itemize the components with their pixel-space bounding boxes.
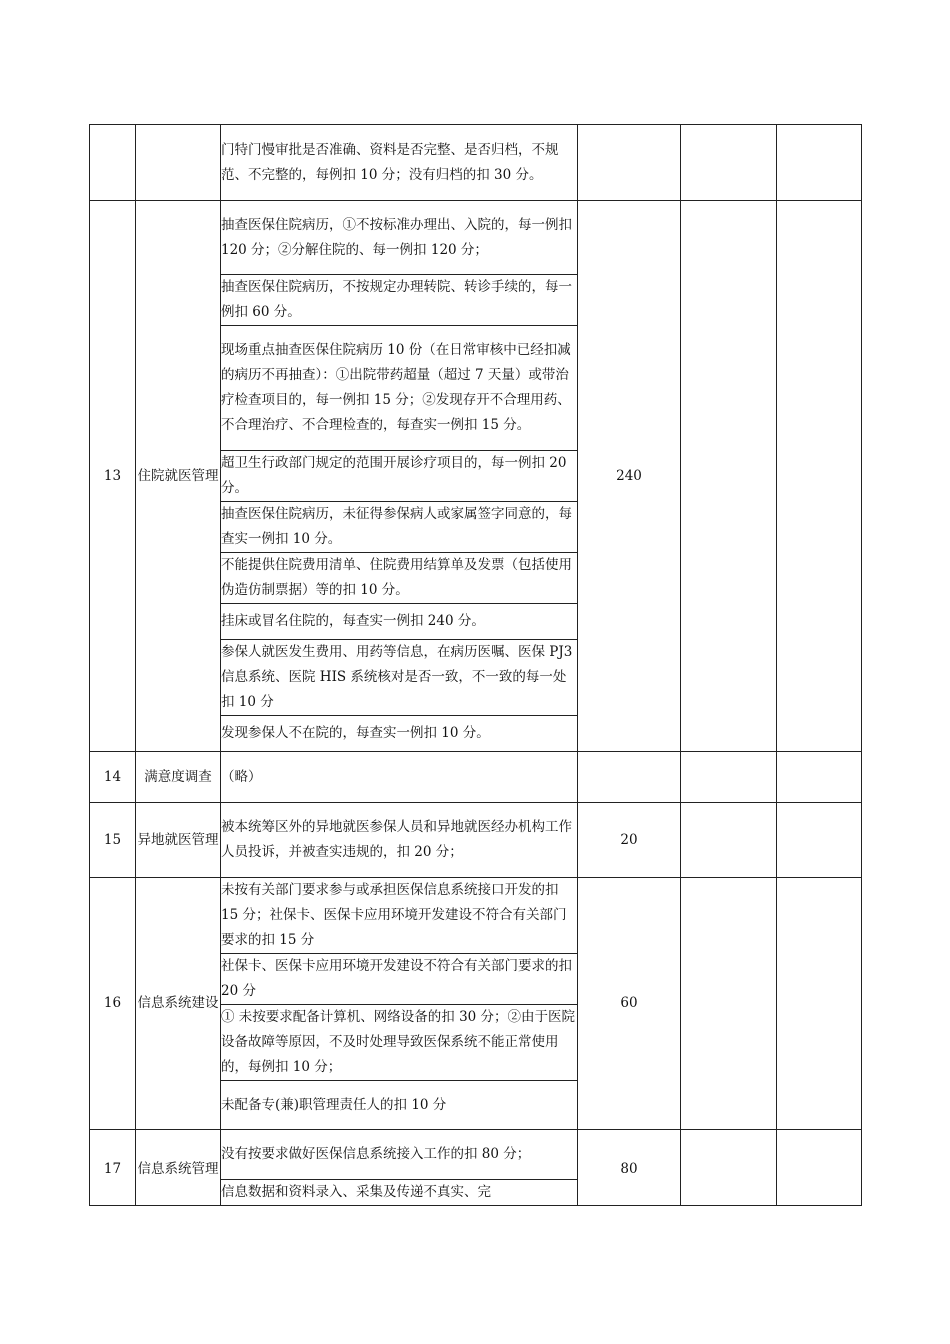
- row-score: 240: [578, 201, 681, 752]
- criteria-cell: 社保卡、医保卡应用环境开发建设不符合有关部门要求的扣 20 分: [221, 954, 578, 1005]
- blank-cell: [777, 125, 862, 201]
- row-category: 满意度调查: [136, 752, 221, 803]
- blank-cell: [777, 201, 862, 752]
- blank-cell: [681, 201, 777, 752]
- blank-cell: [681, 1130, 777, 1206]
- row-number: 14: [90, 752, 136, 803]
- blank-cell: [681, 878, 777, 1130]
- table-row: [90, 803, 862, 878]
- row-number: 15: [90, 803, 136, 878]
- row-category: 住院就医管理: [136, 201, 221, 752]
- blank-cell: [777, 878, 862, 1130]
- criteria-cell: 未配备专(兼)职管理责任人的扣 10 分: [221, 1081, 578, 1130]
- blank-cell: [777, 1130, 862, 1206]
- criteria-cell: 未按有关部门要求参与或承担医保信息系统接口开发的扣 15 分；社保卡、医保卡应用环境开发建设不符合有关部门要求的扣 15 分: [221, 878, 578, 954]
- row-category: 信息系统管理: [136, 1130, 221, 1206]
- criteria-cell: 超卫生行政部门规定的范围开展诊疗项目的，每一例扣 20 分。: [221, 451, 578, 502]
- row-category: [136, 125, 221, 201]
- table-row: [90, 201, 862, 275]
- row-number: [90, 125, 136, 201]
- criteria-cell: 参保人就医发生费用、用药等信息，在病历医嘱、医保 PJ3 信息系统、医院 HIS 系统核对是否一致，不一致的每一处扣 10 分: [221, 640, 578, 716]
- criteria-cell: 抽查医保住院病历，不按规定办理转院、转诊手续的，每一例扣 60 分。: [221, 275, 578, 326]
- criteria-cell: 没有按要求做好医保信息系统接入工作的扣 80 分；: [221, 1130, 578, 1180]
- criteria-cell: 不能提供住院费用清单、住院费用结算单及发票（包括使用伪造仿制票据）等的扣 10 分。: [221, 553, 578, 604]
- blank-cell: [777, 752, 862, 803]
- table-row: [90, 1130, 862, 1180]
- blank-cell: [681, 803, 777, 878]
- criteria-cell: （略）: [221, 752, 578, 803]
- blank-cell: [681, 125, 777, 201]
- row-score: 20: [578, 803, 681, 878]
- criteria-cell: 挂床或冒名住院的，每查实一例扣 240 分。: [221, 604, 578, 640]
- row-score: 80: [578, 1130, 681, 1206]
- row-number: 16: [90, 878, 136, 1130]
- blank-cell: [681, 752, 777, 803]
- criteria-cell: 抽查医保住院病历，未征得参保病人或家属签字同意的，每查实一例扣 10 分。: [221, 502, 578, 553]
- row-category: 信息系统建设: [136, 878, 221, 1130]
- row-score: [578, 752, 681, 803]
- criteria-cell: 抽查医保住院病历，①不按标准办理出、入院的，每一例扣 120 分；②分解住院的、每一例扣 120 分；: [221, 201, 578, 275]
- criteria-cell: 信息数据和资料录入、采集及传递不真实、完: [221, 1180, 578, 1206]
- table-row: [90, 752, 862, 803]
- scoring-table: [89, 124, 862, 1206]
- row-category: 异地就医管理: [136, 803, 221, 878]
- table-row: [90, 125, 862, 201]
- criteria-cell: ① 未按要求配备计算机、网络设备的扣 30 分；②由于医院设备故障等原因，不及时处理导致医保系统不能正常使用的，每例扣 10 分；: [221, 1005, 578, 1081]
- row-number: 13: [90, 201, 136, 752]
- criteria-cell: 现场重点抽查医保住院病历 10 份（在日常审核中已经扣减的病历不再抽查）：①出院带药超量（超过 7 天量）或带治疗检查项目的，每一例扣 15 分；②发现存开不合理用药、不合理治疗、不合理检查的，每查实一例扣 15 分。: [221, 326, 578, 451]
- criteria-cell: 被本统筹区外的异地就医参保人员和异地就医经办机构工作人员投诉，并被查实违规的，扣 20 分；: [221, 803, 578, 878]
- row-score: 60: [578, 878, 681, 1130]
- row-number: 17: [90, 1130, 136, 1206]
- table-row: [90, 878, 862, 954]
- criteria-cell: 门特门慢审批是否准确、资料是否完整、是否归档，不规范、不完整的，每例扣 10 分；没有归档的扣 30 分。: [221, 125, 578, 201]
- blank-cell: [777, 803, 862, 878]
- criteria-cell: 发现参保人不在院的，每查实一例扣 10 分。: [221, 716, 578, 752]
- row-score: [578, 125, 681, 201]
